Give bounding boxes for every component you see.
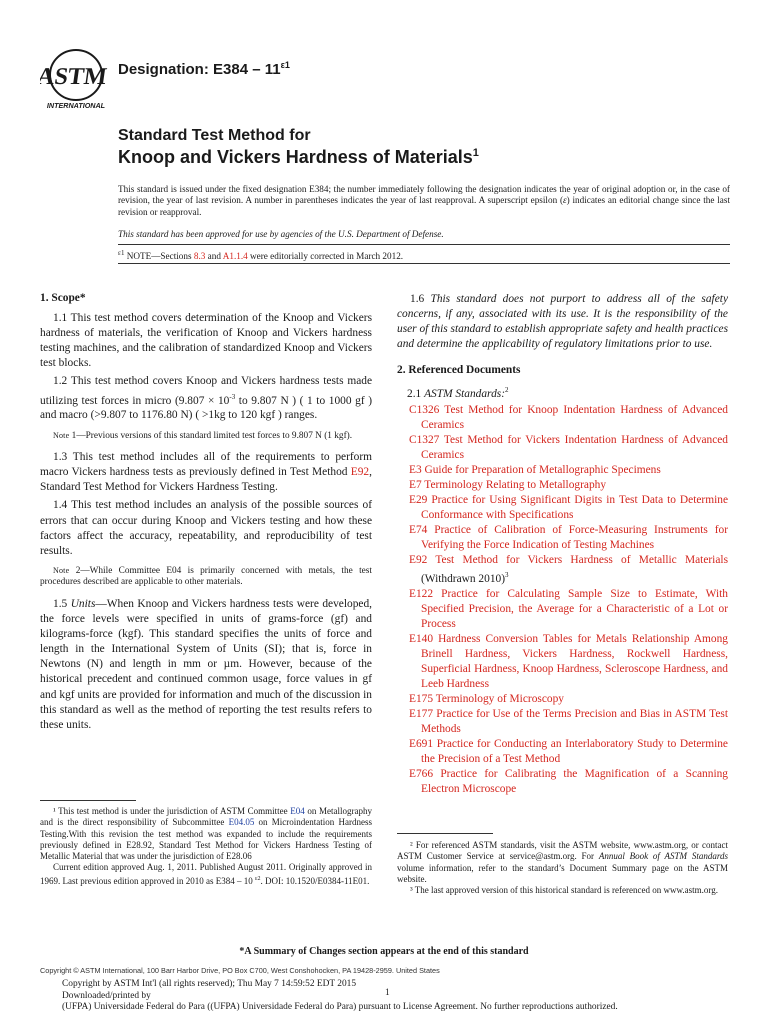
footnote-divider	[397, 833, 493, 834]
note-2: Note 2—While Committee E04 is primarily concerned with metals, the test procedures described are applicable to other materials.	[40, 565, 372, 588]
reference-code[interactable]: C1326	[409, 404, 440, 417]
reference-title[interactable]: Practice for Use of the Terms Precision and Bias in ASTM Test Methods	[421, 708, 728, 736]
reference-code[interactable]: E766	[409, 768, 434, 781]
link-e04[interactable]: E04	[290, 806, 305, 816]
footnotes-right	[397, 840, 728, 896]
section-heading-scope: 1. Scope*	[40, 292, 86, 304]
reference-title[interactable]: Test Method for Vickers Hardness of Metallic Materials	[427, 554, 728, 567]
reference-title[interactable]: Guide for Preparation of Metallographic Specimens	[421, 464, 661, 477]
intro-paragraph: This standard is issued under the fixed designation E384; the number immediately following the designation indicates the year of original adoption or, in the case of revision, the year of last revision. A number in parentheses indicates the year of last reapproval. A superscript epsilon (ε) indicates an editorial change since the last revision or reapproval.	[118, 184, 730, 217]
reference-title[interactable]: Practice for Using Significant Digits in Test Data to Determine Conformance with Specifications	[421, 494, 728, 522]
paragraph-1-6: 1.6 This standard does not purport to address all of the safety concerns, if any, associated with its use. It is the responsibility of the user of this standard to establish appropriate safety and health practices and determine the applicability of regulatory limitations prior to use.	[397, 293, 728, 351]
reference-item[interactable]	[397, 463, 728, 478]
download-line-2: Downloaded/printed by	[62, 990, 151, 1001]
title-footnote-mark: 1	[472, 147, 479, 159]
reference-code[interactable]: E3	[409, 464, 422, 477]
reference-item[interactable]	[397, 523, 728, 553]
paragraph-1-5: 1.5 Units—When Knoop and Vickers hardness tests were developed, the force levels were specified in units of grams-force (gf) and kilograms-force (kgf). This standard specifies the units of force and length in the International System of Units (SI); that is, force in Newtons (N) and length in mm or µm. However, because of the historical precedent and continued common usage, force values in gf and kgf units are provided for information and much of the discussion in this standard as well as the method of reporting the test results refers to these units.	[40, 597, 372, 731]
link-section-8-3[interactable]: 8.3	[193, 251, 206, 262]
reference-item[interactable]	[397, 403, 728, 433]
designation-sup: ε1	[280, 60, 290, 70]
reference-code[interactable]: E74	[409, 524, 428, 537]
reference-list	[397, 403, 728, 797]
paragraph-1-2: 1.2 This test method covers Knoop and Vickers hardness tests made utilizing test forces in micro ($9.807 \times 10^{-3}$ to 9.807 N ) ( 1 to 1000 gf ) and macro (>9.807 to 1176.80 N) ( >1kg to 120 kgf ) ranges.	[40, 375, 372, 422]
footnote-mark: 3	[505, 571, 509, 580]
download-notice	[62, 979, 742, 1014]
page-number: 1	[385, 988, 390, 998]
download-line-3: (UFPA) Universidade Federal do Para ((UFPA) Universidade Federal do Para) pursuant to License Agreement. No further reproductions authorized.	[62, 1002, 618, 1013]
reference-title[interactable]: Terminology Relating to Metallography	[421, 479, 607, 492]
page-title	[118, 147, 479, 168]
reference-withdrawn-note: (Withdrawn 2010)	[421, 573, 505, 586]
reference-item[interactable]	[397, 553, 728, 587]
astm-logo-icon	[40, 48, 112, 110]
logo-letters: ASTM	[40, 64, 109, 90]
footnote-2: ² For referenced ASTM standards, visit the ASTM website, www.astm.org, or contact ASTM Customer Service at service@astm.org. For Annual Book of ASTM Standards volume information, refer to the standard’s Document Summary page on the ASTM website.	[397, 840, 729, 884]
defense-approval: This standard has been approved for use by agencies of the U.S. Department of Defense.	[118, 229, 444, 239]
paragraph-1-1: 1.1 This test method covers determination of the Knoop and Vickers hardness of materials, the verification of Knoop and Vickers hardness testing machines, and the calibration of standardized Knoop and Vickers test blocks.	[40, 312, 372, 370]
right-column	[397, 292, 728, 797]
paragraph-2-1: 2.1 ASTM Standards:$^2$	[407, 386, 509, 401]
editorial-note: $^{\varepsilon 1}$ NOTE—Sections 8.3 and A1.1.4 were editorially corrected in March 2012.	[118, 249, 404, 262]
reference-code[interactable]: E691	[409, 738, 434, 751]
reference-item[interactable]	[397, 707, 728, 737]
paragraph-1-3: 1.3 This test method includes all of the requirements to perform macro Vickers hardness tests as previously defined in Test Method E92, Standard Test Method for Vickers Hardness Testing.	[40, 451, 372, 494]
reference-title[interactable]: Practice for Calibrating the Magnification of a Scanning Electron Microscope	[421, 768, 728, 796]
reference-item[interactable]	[397, 433, 728, 463]
reference-item[interactable]	[397, 692, 728, 707]
designation	[118, 60, 290, 78]
reference-item[interactable]	[397, 493, 728, 523]
left-column	[40, 290, 372, 736]
reference-title[interactable]: Test Method for Knoop Indentation Hardness of Advanced Ceramics	[421, 404, 728, 432]
link-e04-05[interactable]: E04.05	[228, 817, 255, 828]
summary-of-changes-note: *A Summary of Changes section appears at the end of this standard	[239, 946, 529, 957]
title-line1: Standard Test Method for	[118, 127, 311, 144]
link-e92[interactable]: E92	[350, 466, 370, 479]
reference-code[interactable]: C1327	[409, 434, 440, 447]
designation-text: Designation: E384 – 11	[118, 61, 281, 78]
reference-item[interactable]	[397, 632, 728, 692]
reference-title[interactable]: Practice for Calculating Sample Size to Estimate, With Specified Precision, the Average for a Characteristic of a Lot or Process	[421, 588, 728, 631]
section-heading-referenced-documents: 2. Referenced Documents	[397, 364, 521, 377]
divider	[118, 263, 730, 264]
reference-code[interactable]: E7	[409, 479, 422, 492]
reference-code[interactable]: E140	[409, 633, 434, 646]
reference-code[interactable]: E122	[409, 588, 434, 601]
footnote-3: ³ The last approved version of this historical standard is referenced on www.astm.org.	[410, 885, 718, 896]
reference-title[interactable]: Practice for Conducting an Interlaboratory Study to Determine the Precision of a Test Method	[421, 738, 728, 766]
astm-logo	[40, 48, 112, 110]
footnote-1: ¹ This test method is under the jurisdiction of ASTM Committee E04 on Metallography and is the direct responsibility of Subcommittee E04.05 on Microindentation Hardness Testing.With this revision the test method was expanded to include the requirements previously defined in E28.92, Standard Test Method for Vickers Hardness Testing of Metallic Material that was under the jurisdiction of E28.06 Current edition approved Aug. 1, 2011. Published August 2011. Originally approved in 1969. Last previous edition approved in 2010 as E384 – 10 $^{\varepsilon 2}$. DOI: 10.1520/E0384-11E01.	[40, 806, 372, 886]
reference-title[interactable]: Practice of Calibration of Force-Measuring Instruments for Verifying the Force Indication of Testing Machines	[421, 524, 728, 552]
page-title-text: Knoop and Vickers Hardness of Materials	[118, 147, 473, 167]
reference-item[interactable]	[397, 767, 728, 797]
reference-code[interactable]: E177	[409, 708, 434, 721]
reference-item[interactable]	[397, 587, 728, 632]
logo-international: INTERNATIONAL	[46, 101, 106, 110]
reference-code[interactable]: E175	[409, 693, 434, 706]
copyright-line: Copyright © ASTM International, 100 Barr Harbor Drive, PO Box C700, West Conshohocken, PA 19428-2959. United States	[40, 966, 440, 975]
footnote-divider	[40, 800, 136, 801]
reference-item[interactable]	[397, 737, 728, 767]
note-1: Note 1—Previous versions of this standard limited test forces to 9.807 N (1 kgf).	[53, 430, 353, 441]
reference-code[interactable]: E92	[409, 554, 428, 567]
download-line-1: Copyright by ASTM Int'l (all rights reserved); Thu May 7 14:59:52 EDT 2015	[62, 979, 357, 989]
reference-code[interactable]: E29	[409, 494, 428, 507]
link-section-a1-1-4[interactable]: A1.1.4	[222, 251, 248, 262]
reference-title[interactable]: Test Method for Vickers Indentation Hardness of Advanced Ceramics	[421, 434, 728, 462]
reference-item[interactable]	[397, 478, 728, 493]
reference-title[interactable]: Terminology of Microscopy	[433, 693, 564, 706]
paragraph-1-4: 1.4 This test method includes an analysis of the possible sources of errors that can occur during Knoop and Vickers testing and how these factors affect the accuracy, repeatability, and reproducibility of test results.	[40, 499, 372, 557]
reference-title[interactable]: Hardness Conversion Tables for Metals Relationship Among Brinell Hardness, Vickers Hardness, Rockwell Hardness, Superficial Hardness, Knoop Hardness, Scleroscope Hardness, and Leeb Hardness	[421, 633, 728, 691]
divider	[118, 244, 730, 245]
